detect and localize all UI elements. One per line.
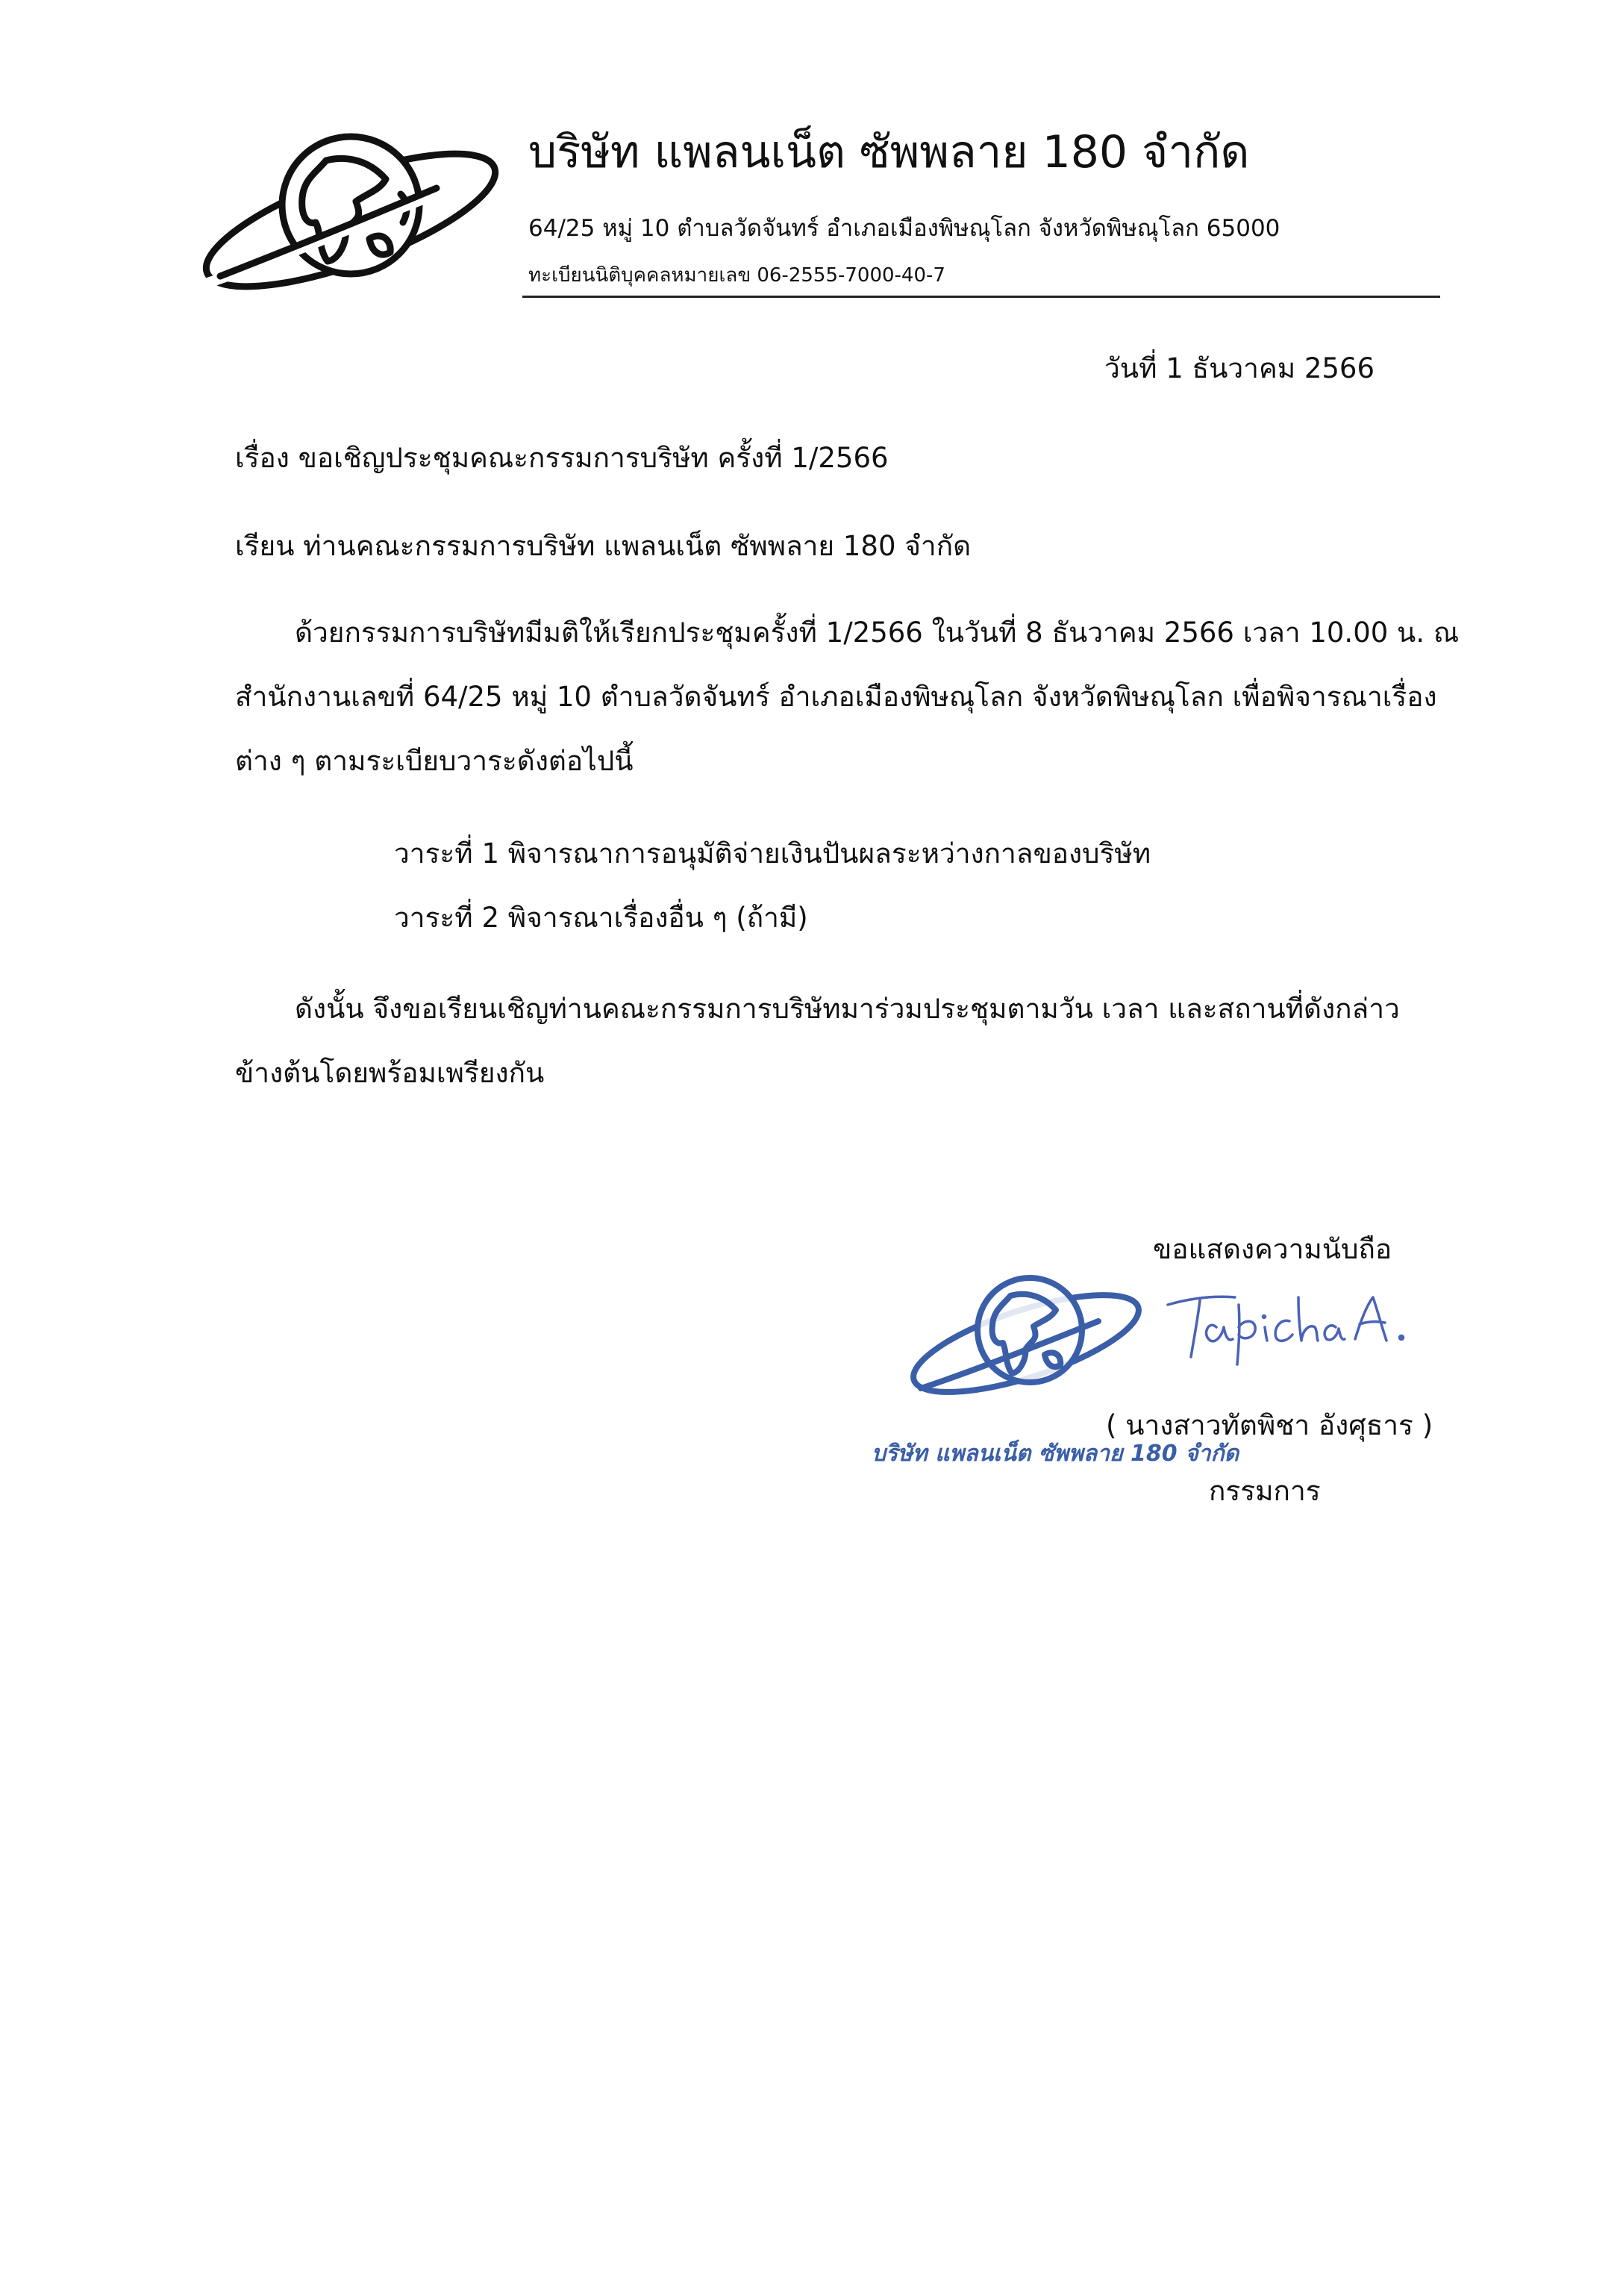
letter-recipient: เรียน ท่านคณะกรรมการบริษัท แพลนเน็ต ซัพพลาย 180 จำกัด — [235, 530, 972, 562]
signature — [1164, 1275, 1418, 1372]
signer-title: กรรมการ — [1209, 1475, 1321, 1507]
agenda-item: วาระที่ 1 พิจารณาการอนุมัติจ่ายเงินปันผลระหว่างกาลของบริษัท — [394, 837, 1151, 870]
agenda-item: วาระที่ 2 พิจารณาเรื่องอื่น ๆ (ถ้ามี) — [394, 902, 808, 934]
stamp-company-name: บริษัท แพลนเน็ต ซัพพลาย 180 จำกัด — [872, 1441, 1239, 1467]
paragraph1-line: ด้วยกรรมการบริษัทมีมติให้เรียกประชุมครั้งที่ 1/2566 ในวันที่ 8 ธันวาคม 2566 เวลา 10.00 น. ณ — [295, 617, 1460, 649]
paragraph1-line: ต่าง ๆ ตามระเบียบวาระดังต่อไปนี้ — [235, 745, 634, 777]
header-divider — [522, 296, 1440, 298]
closing-salutation: ขอแสดงความนับถือ — [1153, 1233, 1392, 1265]
paragraph1-line: สำนักงานเลขที่ 64/25 หมู่ 10 ตำบลวัดจันทร์ อำเภอเมืองพิษณุโลก จังหวัดพิษณุโลก เพื่อพิจารณาเรื่อง — [235, 681, 1437, 713]
company-address: 64/25 หมู่ 10 ตำบลวัดจันทร์ อำเภอเมืองพิษณุโลก จังหวัดพิษณุโลก 65000 — [528, 215, 1280, 242]
company-registration: ทะเบียนนิติบุคคลหมายเลข 06-2555-7000-40-7 — [528, 264, 945, 287]
letter-date: วันที่ 1 ธันวาคม 2566 — [1104, 352, 1375, 384]
company-stamp-logo — [903, 1269, 1149, 1411]
paragraph2-line: ข้างต้นโดยพร้อมเพรียงกัน — [235, 1057, 545, 1089]
company-logo — [190, 127, 519, 321]
paragraph2-line: ดังนั้น จึงขอเรียนเชิญท่านคณะกรรมการบริษัทมาร่วมประชุมตามวัน เวลา และสถานที่ดังกล่าว — [295, 993, 1400, 1025]
company-name: บริษัท แพลนเน็ต ซัพพลาย 180 จำกัด — [528, 126, 1250, 178]
signer-name: ( นางสาวทัตพิชา อังศุธาร ) — [1106, 1409, 1433, 1441]
letter-subject: เรื่อง ขอเชิญประชุมคณะกรรมการบริษัท ครั้งที่ 1/2566 — [235, 442, 889, 474]
